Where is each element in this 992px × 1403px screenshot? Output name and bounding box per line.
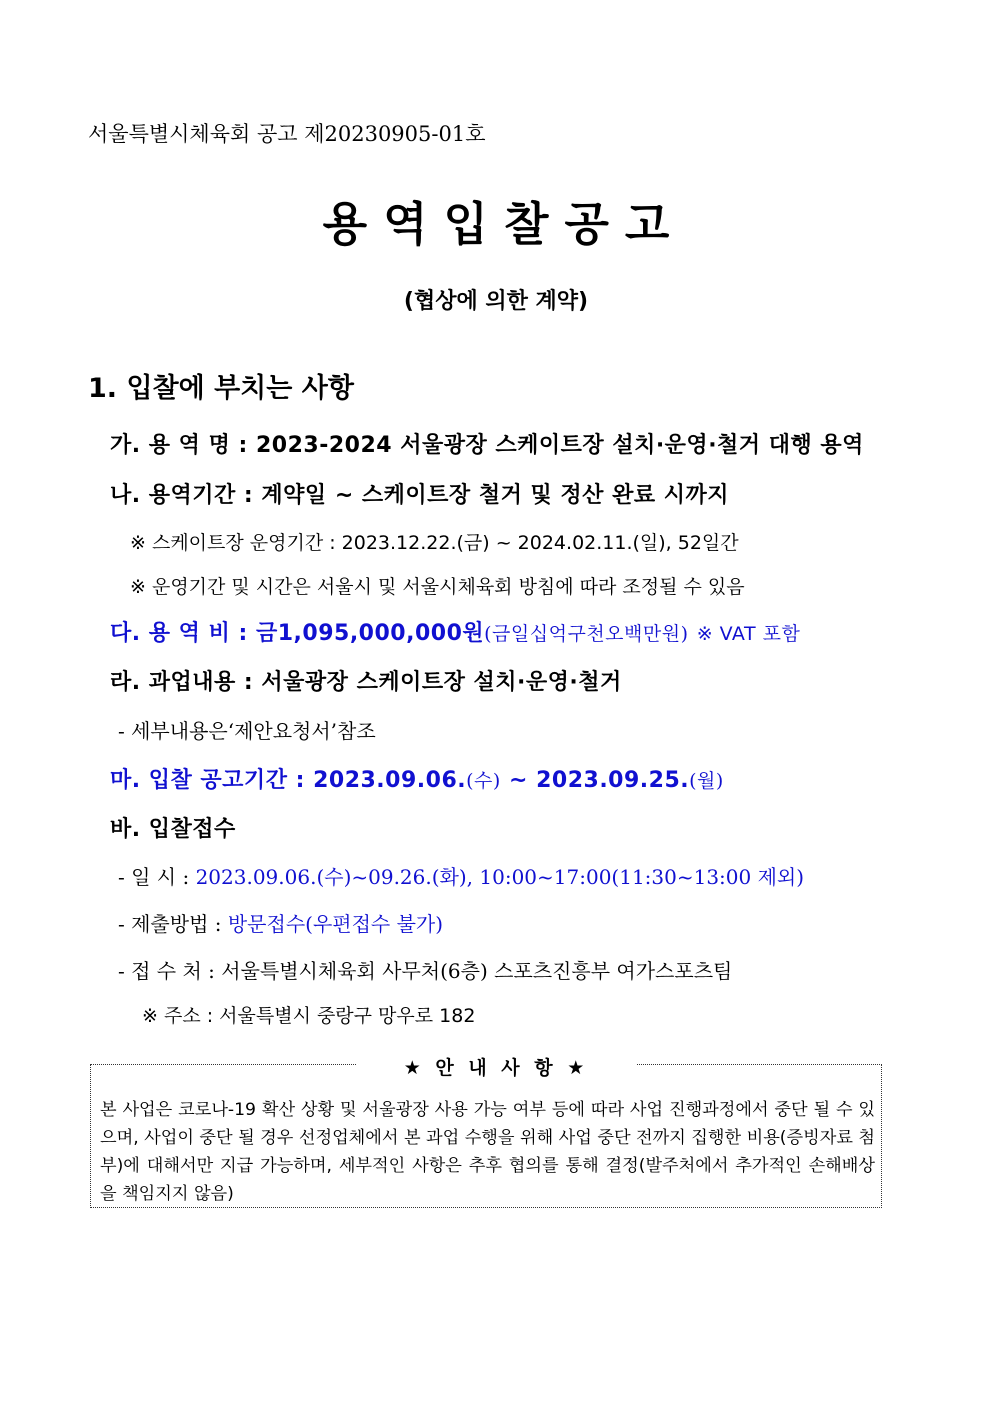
item-da: [110, 616, 800, 647]
notice-number: 서울특별시체육회 공고 제20230905-01호: [88, 122, 486, 146]
item-ra-detail: - 세부내용은‘제안요청서’참조: [118, 719, 376, 743]
item-ma-start-day: (수): [466, 770, 501, 792]
item-ba: 바. 입찰접수: [110, 817, 236, 842]
item-ma: [110, 763, 724, 794]
section-heading: 1. 입찰에 부치는 사항: [88, 373, 354, 404]
item-da-label: 다. 용 역 비 :: [110, 621, 248, 646]
item-da-value: 금1,095,000,000원: [255, 621, 485, 646]
item-ba-place-value: 서울특별시체육회 사무처(6층) 스포츠진흥부 여가스포츠팀: [221, 959, 733, 983]
notice-box-title: ★ 안 내 사 항 ★: [356, 1057, 637, 1079]
notice-box-title-wrap: [0, 1053, 992, 1080]
item-ba-date-value: 2023.09.06.(수)~09.26.(화), 10:00~17:00(11:30~13:00 제외): [195, 865, 805, 889]
item-ra-label: 라. 과업내용 :: [110, 670, 254, 695]
page-subtitle: (협상에 의한 계약): [403, 289, 589, 314]
item-na: [110, 478, 729, 509]
item-ga-value: 2023-2024 서울광장 스케이트장 설치·운영·철거 대행 용역: [255, 433, 864, 458]
item-ba-method-value: 방문접수(우편접수 불가): [227, 912, 444, 936]
item-ba-date-label: - 일 시 :: [118, 865, 190, 889]
item-ma-end: 2023.09.25.: [536, 768, 690, 793]
item-ga-label: 가. 용 역 명 :: [110, 433, 248, 458]
item-na-value: 계약일 ~ 스케이트장 철거 및 정산 완료 시까지: [261, 483, 729, 508]
item-na-note-operation: ※ 스케이트장 운영기간 : 2023.12.22.(금) ~ 2024.02.11.(일), 52일간: [130, 532, 739, 554]
item-ra: [110, 665, 622, 696]
item-da-value-korean: (금일십억구천오백만원): [484, 623, 689, 645]
item-ba-address: ※ 주소 : 서울특별시 중랑구 망우로 182: [142, 1005, 476, 1027]
item-ba-place: [118, 955, 732, 984]
item-ra-value: 서울광장 스케이트장 설치·운영·철거: [261, 670, 622, 695]
item-ba-place-label: - 접 수 처 :: [118, 959, 215, 983]
item-ma-label: 마. 입찰 공고기간 :: [110, 768, 305, 793]
item-ba-method-label: - 제출방법 :: [118, 912, 222, 936]
item-ga: [110, 428, 864, 459]
item-da-vat: ※ VAT 포함: [696, 623, 801, 645]
page-title: 용 역 입 찰 공 고: [322, 197, 670, 251]
item-ma-end-day: (월): [689, 770, 724, 792]
item-ba-date: [118, 861, 804, 890]
item-na-note-adjust: ※ 운영기간 및 시간은 서울시 및 서울시체육회 방침에 따라 조정될 수 있음: [130, 576, 745, 598]
item-ma-tilde: ~: [508, 768, 528, 793]
item-na-label: 나. 용역기간 :: [110, 483, 254, 508]
item-ba-method: [118, 908, 443, 937]
item-ma-start: 2023.09.06.: [313, 768, 467, 793]
notice-box-text: 본 사업은 코로나-19 확산 상황 및 서울광장 사용 가능 여부 등에 따라 사업 진행과정에서 중단 될 수 있으며, 사업이 중단 될 경우 선정업체에서 본 과업 수행을 위해 사업 중단 전까지 집행한 비용(증빙자료 첨부)에 대해서만 지급 가능하며, 세부적인 사항은 추후 협의를 통해 결정(발주처에서 추가적인 손해배상을 책임지지 않음): [100, 1100, 875, 1204]
